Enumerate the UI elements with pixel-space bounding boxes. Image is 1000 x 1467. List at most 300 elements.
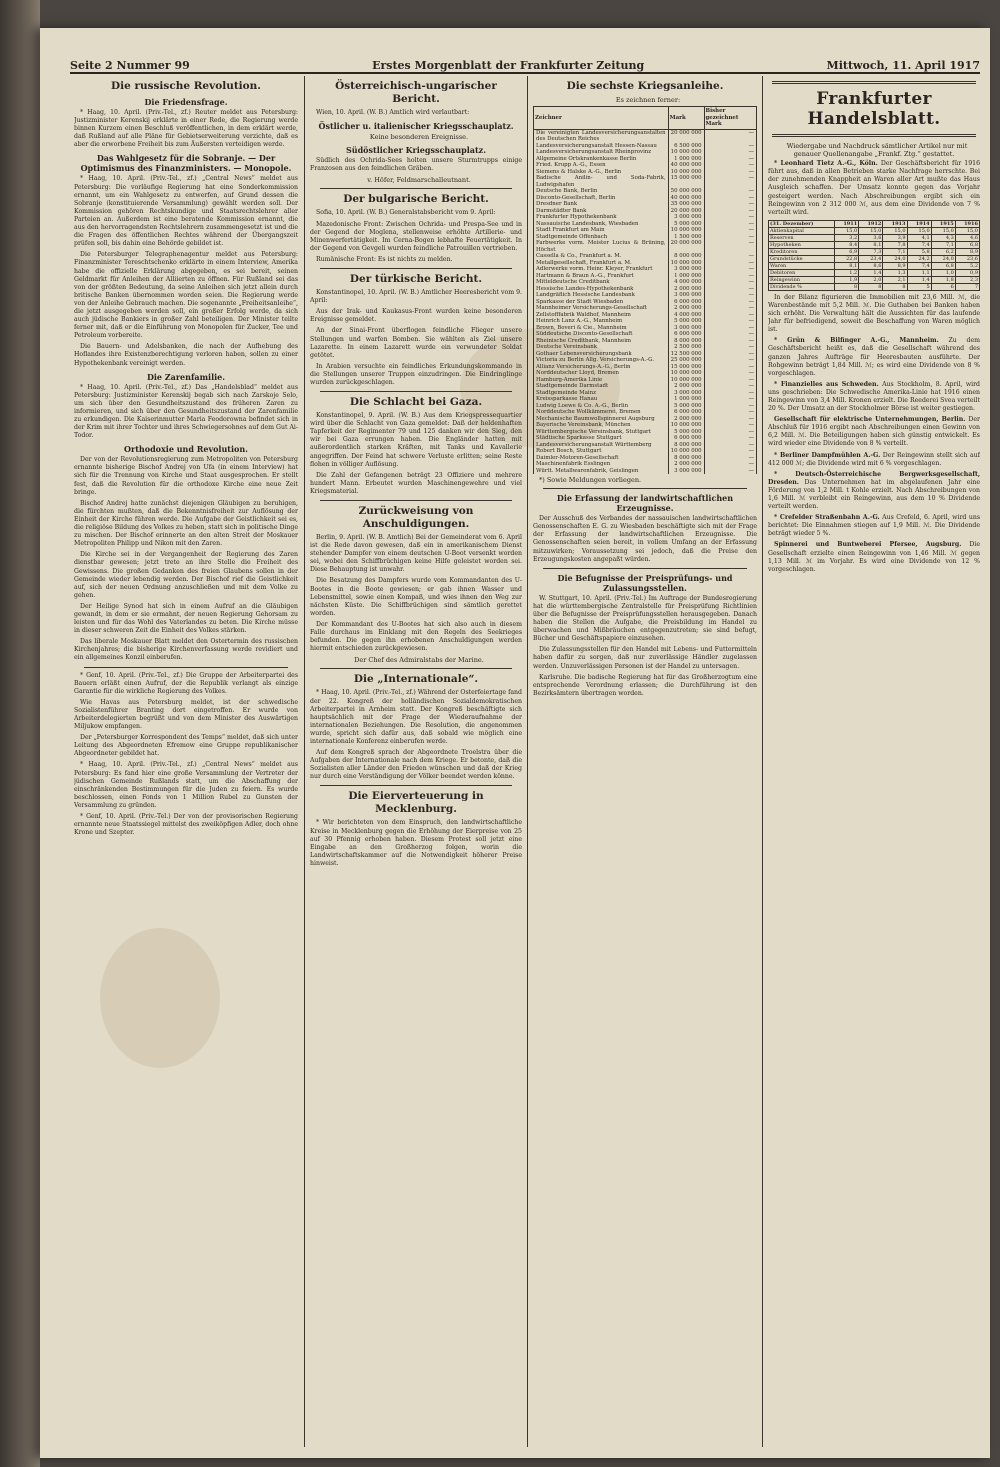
amount-cell: 3 000 000 bbox=[668, 266, 704, 273]
amount-cell: 5 000 000 bbox=[668, 221, 704, 228]
amount-cell: — bbox=[704, 338, 756, 345]
amount-cell: — bbox=[704, 429, 756, 436]
value-cell: 8,9 bbox=[955, 248, 979, 255]
subscriber-cell: Heinrich Lanz A.-G., Mannheim bbox=[534, 318, 669, 325]
divider bbox=[320, 500, 512, 501]
amount-cell: — bbox=[704, 416, 756, 423]
value-cell: 5,2 bbox=[955, 262, 979, 269]
subscriber-cell: Mannheimer Versicherungs-Gesellschaft bbox=[534, 305, 669, 312]
divider bbox=[320, 391, 512, 392]
paragraph: Wie Havas aus Petersburg meldet, ist der schwedische Sozialistenführer Branting dort eingetroffen. Er wurde von Arbeiterdelegierten begrüßt und von dem Minister des Auswärtigen Miljukow empfangen. bbox=[74, 698, 298, 731]
amount-cell: — bbox=[704, 305, 756, 312]
paragraph: Der Geschäftsbericht für 1916 führt aus, daß in allen Betrieben starke Nachfrage herrschte. Bei der zunehmenden Knappheit an Waren aller Art mußte das Haus Ausgleich schaffen. Der Umsatz konnte gegen das Vorjahr gesteigert werden. Nach Abschreibungen ergibt sich ein Reingewinn von 2 312 000 ℳ, aus dem eine Dividende von 7 % verteilt wird. bbox=[768, 160, 980, 216]
row-label-cell: Dividende % bbox=[769, 283, 835, 290]
amount-cell: 3 000 000 bbox=[668, 325, 704, 332]
paragraph: Die Petersburger Telegraphenagentur meldet aus Petersburg: Finanzminister Tereschtschenko erklärte in einem Interview, Amerika habe die offizielle Erklärung abgegeben, es sei bereit, seinen Geldmarkt für Anleihen der Alliierten zu öffnen. Für Rußland sei das von der größten Bedeutung, da seine Anleihen sich jetzt allein durch britische Banken übernommen worden seien. Die Regierung werde von der Anleihe Gebrauch machen. Die sogenannte „Freiheitsanleihe“, die jetzt ausgegeben werden soll, ein großer Erfolg werde, da sich auch jüdische Bankiers in großer Zahl beteiligen. Der Minister teilte ferner mit, daß er die Einführung von Monopolen für Zucker, Tee und Petroleum vorbereite. bbox=[74, 251, 298, 340]
row-label-cell: Debitoren bbox=[769, 269, 835, 276]
subscriber-cell: Württ. Metallwarenfabrik, Geislingen bbox=[534, 468, 669, 475]
paragraph: Aus Stockholm, 8. April, wird uns geschrieben: Die Schwedische Amerika-Linie hat 1916 einen Reingewinn von 3,4 Mill. Kronen erzielt. Die Reederei Svea verteilt 20 %. Der Umsatz an der Stockholmer Börse ist weiter gestiegen. bbox=[768, 380, 980, 413]
value-cell: 7 bbox=[955, 283, 979, 290]
amount-cell: 1 000 000 bbox=[668, 273, 704, 280]
subscriber-cell: Stadtgemeinde Offenbach bbox=[534, 234, 669, 241]
row-label-cell: Kreditoren bbox=[769, 248, 835, 255]
amount-cell: — bbox=[704, 279, 756, 286]
value-cell: 2,1 bbox=[883, 276, 907, 283]
subscriber-cell: Dresdner Bank bbox=[534, 201, 669, 208]
paragraph: Keine besonderen Ereignisse. bbox=[369, 133, 469, 142]
subscriber-cell: Hessische Landes-Hypothekenbank bbox=[534, 286, 669, 293]
value-cell: 1,2 bbox=[835, 269, 859, 276]
subscriber-cell: Deutsche Vereinsbank bbox=[534, 344, 669, 351]
paragraph: Zu dem Geschäftsbericht heißt es, daß die Gesellschaft während des ganzen Jahres Aufträge für Heeresbauten ausführte. Der Rohgewinn beträgt 1,84 Mill. ℳ; es wird eine Dividende von 8 % vorgeschlagen. bbox=[768, 337, 980, 377]
row-label-cell: Aktienkapital bbox=[769, 227, 835, 234]
value-cell: 2,0 bbox=[859, 276, 883, 283]
company-name: * Grün & Bilfinger A.-G., Mannheim. bbox=[774, 337, 939, 345]
value-cell: 8 bbox=[883, 283, 907, 290]
notice: Wiedergabe und Nachdruck sämtlicher Artikel nur mit genauer Quellenangabe „Frankf. Ztg.“ gestattet. bbox=[786, 142, 968, 159]
subscriber-cell: Cassella & Co., Frankfurt a. M. bbox=[534, 253, 669, 260]
amount-cell: 10 000 000 bbox=[668, 422, 704, 429]
amount-cell: 20 000 000 bbox=[668, 208, 704, 215]
value-cell: 8,4 bbox=[835, 241, 859, 248]
amount-cell: — bbox=[704, 214, 756, 221]
paragraph: Die Zahl der Gefangenen beträgt 23 Offiziere und mehrere hundert Mann. Erbeutet wurden Maschinengewehre und viel Kriegsmaterial. bbox=[310, 471, 522, 495]
paragraph: W. Stuttgart, 10. April. (Priv.-Tel.) Im Auftrage der Bundesregierung hat die württembergische Zentralstelle für Preisprüfung Richtlinien über die Befugnisse der Preisprüfungsstellen herausgegeben. Danach haben die Stellen die Aufgabe, die Preisbildung im Handel zu überwachen und Mißbräuchen entgegenzutreten; sie sind befugt, Bücher und Geschäftspapiere einzusehen. bbox=[533, 594, 757, 643]
section-heading: Die Zarenfamilie. bbox=[146, 371, 226, 382]
amount-cell: — bbox=[704, 312, 756, 319]
paragraph: Konstantinopel, 9. April. (W. B.) Aus dem Kriegspressequartier wird über die Schlacht von Gaza gemeldet: Daß der heldenhaften Tapferkeit der Regimenter 79 und 125 danken wir den Sieg, den wir bei Gaza errungen haben. Die Engländer hatten mit außerordentlich starken Kräften, mit Tanks und Kavallerie angegriffen. Der Feind hat schwere Verluste erlitten; seine Reste flohen in völliger Auflösung. bbox=[310, 412, 522, 468]
amount-cell: — bbox=[704, 260, 756, 267]
amount-cell: 6 000 000 bbox=[668, 435, 704, 442]
header-center: Erstes Morgenblatt der Frankfurter Zeitung bbox=[372, 59, 645, 72]
article-title: Die sechste Kriegsanleihe. bbox=[566, 80, 724, 92]
column-rule bbox=[527, 76, 528, 1447]
amount-cell: — bbox=[704, 351, 756, 358]
amount-cell: — bbox=[704, 344, 756, 351]
paragraph: Rumänische Front: Es ist nichts zu melden. bbox=[316, 255, 453, 263]
paragraph: Wien, 10. April. (W. B.) Amtlich wird verlautbart: bbox=[316, 109, 470, 116]
subscriber-cell: Nassauische Landesbank, Wiesbaden bbox=[534, 221, 669, 228]
paragraph: * Haag, 10. April. (Priv.-Tel., zf.) „Central News“ meldet aus Petersburg: Es fand hier eine große Versammlung der Vertreter der jüdischen Gemeinde Rußlands statt, um die Abschaffung der einschränkenden Bestimmungen für die Juden zu feiern. Es wurde beschlossen, einen Fonds von 1 Million Rubel zu Gunsten der Versammlung zu gründen. bbox=[74, 761, 298, 809]
table-row bbox=[769, 248, 980, 255]
amount-cell: 50 000 000 bbox=[668, 188, 704, 195]
subscriber-cell: Adlerwerke vorm. Heinr. Kleyer, Frankfurt bbox=[534, 266, 669, 273]
amount-cell: — bbox=[704, 383, 756, 390]
paragraph: Der von der Revolutionsregierung zum Metropoliten von Petersburg ernannte bisherige Bischof Andrej von Ufa (in einem Interview) hat sich für die Trennung von Kirche und Staat ausgesprochen. Er stellt fest, daß die Revolution für die orthodoxe Kirche eine neue Zeit bringe. bbox=[74, 456, 298, 496]
row-label-cell: Reserven bbox=[769, 234, 835, 241]
subscriber-cell: Norddeutscher Lloyd, Bremen bbox=[534, 370, 669, 377]
amount-cell: — bbox=[704, 455, 756, 462]
subscriber-cell: Allgemeine Ortskrankenkasse Berlin bbox=[534, 156, 669, 163]
amount-cell: 20 000 000 bbox=[668, 129, 704, 143]
amount-cell: — bbox=[704, 201, 756, 208]
paragraph: In der Bilanz figurieren die Immobilien mit 23,6 Mill. ℳ, die Warenbestände mit 5,2 Mill. ℳ. Die Guthaben bei Banken haben sich erhöht. Die Verwaltung hält die Aussichten für das laufende Jahr für befriedigend, soweit die Beschaffung von Waren möglich ist. bbox=[768, 293, 980, 334]
value-cell: 15,0 bbox=[931, 227, 955, 234]
column-rule bbox=[304, 76, 305, 1447]
table-row bbox=[769, 234, 980, 241]
value-cell: 15,0 bbox=[835, 227, 859, 234]
value-cell: 7,4 bbox=[907, 241, 931, 248]
subscriber-cell: Farbwerke vorm. Meister Lucius & Brüning, Höchst bbox=[534, 240, 669, 253]
value-cell: 22,8 bbox=[835, 255, 859, 262]
column-header: Bisher gezeichnet Mark bbox=[704, 107, 756, 130]
amount-cell: 15 000 000 bbox=[668, 175, 704, 188]
subscriber-cell: Daimler-Motoren-Gesellschaft bbox=[534, 455, 669, 462]
article-title: Zurückweisung von Anschuldigungen. bbox=[358, 505, 474, 530]
amount-cell: — bbox=[704, 253, 756, 260]
header-left: Seite 2 Nummer 99 bbox=[70, 59, 190, 72]
paragraph: * Haag, 10. April. (Priv.-Tel., zf.) Reuter meldet aus Petersburg: Justizminister Kerenskij erklärte in einer Rede, die Regierung werde binnen Kurzem einen Beschluß veröffentlichen, in dem erklärt werde, daß Rußland auf alle Pläne für Gebietserweiterung verzichte, daß es aber die erworbene Freiheit bis zum Äußersten verteidigen werde. bbox=[74, 109, 298, 149]
subscriber-cell: Gothaer Lebensversicherungsbank bbox=[534, 351, 669, 358]
value-cell: 3,6 bbox=[859, 234, 883, 241]
amount-cell: 40 000 000 bbox=[668, 195, 704, 202]
section-heading: Die Friedensfrage. bbox=[144, 97, 228, 107]
column-header: 1911 bbox=[835, 220, 859, 227]
amount-cell: 5 000 000 bbox=[668, 403, 704, 410]
divider bbox=[772, 134, 976, 137]
company-name: * Leonhard Tietz A.-G., Köln. bbox=[774, 160, 878, 168]
amount-cell: — bbox=[704, 156, 756, 163]
paragraph: Aus Crefeld, 6. April, wird uns berichtet: Die Einnahmen stiegen auf 1,9 Mill. ℳ. Die Dividende beträgt wieder 5 %. bbox=[768, 514, 980, 538]
amount-cell: 10 000 000 bbox=[668, 149, 704, 156]
amount-cell: 2 000 000 bbox=[668, 383, 704, 390]
subscriber-cell: Frankfurter Hypothekenbank bbox=[534, 214, 669, 221]
amount-cell: — bbox=[704, 129, 756, 143]
amount-cell: — bbox=[704, 221, 756, 228]
table-body bbox=[769, 227, 980, 290]
amount-cell: — bbox=[704, 325, 756, 332]
column-russian-revolution bbox=[74, 76, 298, 1449]
amount-cell: — bbox=[704, 169, 756, 176]
subscriber-cell: Allianz Versicherungs-A.-G., Berlin bbox=[534, 364, 669, 371]
subscriber-cell: Ludwig Loewe & Co. A.-G., Berlin bbox=[534, 403, 669, 410]
amount-cell: — bbox=[704, 208, 756, 215]
value-cell: 7,8 bbox=[883, 241, 907, 248]
paragraph: Bischof Andrej hatte zunächst diejenigen Gläubigen zu beruhigen, die fürchten mußten, daß die Bekenntnisfreiheit zur Auflösung der Einheit der Kirche führen werde. Die Aufgabe der Geistlichkeit sei es, die religiöse Bildung des Volkes zu heben, statt sich in politische Dinge zu mischen. Der Bischof erinnerte an den alten Streit der Moskauer Metropoliten Philipp und Nikon mit den Zaren. bbox=[74, 499, 298, 548]
amount-cell: — bbox=[704, 442, 756, 449]
value-cell: 15,0 bbox=[883, 227, 907, 234]
amount-cell: 25 000 000 bbox=[668, 357, 704, 364]
amount-cell: 8 000 000 bbox=[668, 338, 704, 345]
value-cell: 8,6 bbox=[859, 262, 883, 269]
paragraph: Das Unternehmen hat im abgelaufenen Jahr eine Förderung von 1,2 Mill. t Kohle erzielt. Nach Abschreibungen von 1,6 Mill. ℳ verbleibt ein Reingewinn, aus dem 10 % Dividende verteilt werden. bbox=[768, 478, 980, 511]
amount-cell: 1 000 000 bbox=[668, 156, 704, 163]
value-cell: 8,1 bbox=[835, 262, 859, 269]
section-heading: Das Wahlgesetz für die Sobranje. — Der Optimismus des Finanzministers. — Monopole. bbox=[80, 153, 292, 174]
subscriber-cell: Darmstädter Bank bbox=[534, 208, 669, 215]
amount-cell: — bbox=[704, 422, 756, 429]
paragraph: * Wir berichteten von dem Einspruch, den landwirtschaftliche Kreise in Mecklenburg gegen die Erhöhung der Eierpreise von 25 auf 30 Pfennig erhoben haben. Diesem Protest soll jetzt eine Eingabe an den Großherzog folgen, worin die Landwirtschaftskammer auf die Notwendigkeit höherer Preise hinweist. bbox=[310, 819, 522, 867]
paragraph: Der Reingewinn stellt sich auf 412 000 ℳ; die Dividende wird mit 6 % vorgeschlagen. bbox=[768, 451, 980, 467]
value-cell: 3,2 bbox=[835, 234, 859, 241]
value-cell: 24,2 bbox=[907, 255, 931, 262]
table-row bbox=[534, 175, 757, 188]
table-row bbox=[534, 129, 757, 143]
company-name: Gesellschaft für elektrische Unternehmungen, Berlin. bbox=[774, 416, 966, 424]
subscriber-cell: Maschinenfabrik Esslingen bbox=[534, 461, 669, 468]
amount-cell: 4 000 000 bbox=[668, 279, 704, 286]
subscriber-cell: Württembergische Vereinsbank, Stuttgart bbox=[534, 429, 669, 436]
value-cell: 8 bbox=[835, 283, 859, 290]
table-row bbox=[769, 241, 980, 248]
subscription-table bbox=[533, 106, 757, 474]
amount-cell: — bbox=[704, 227, 756, 234]
amount-cell: — bbox=[704, 318, 756, 325]
paragraph: Der Ausschuß des Verbandes der nassauischen landwirtschaftlichen Genossenschaften E. G. zu Wiesbaden beschäftigte sich mit der Frage der Erfassung der landwirtschaftlichen Erzeugnisse. Die Genossenschaften seien bereit, in vollem Umfang an der Erfassung mitzuwirken; Voraussetzung sei jedoch, daß die Preise den Erzeugungskosten angepaßt würden. bbox=[533, 515, 757, 563]
subscriber-cell: Mitteldeutsche Creditbank bbox=[534, 279, 669, 286]
amount-cell: 15 000 000 bbox=[668, 364, 704, 371]
subscriber-cell: Victoria zu Berlin Allg. Versicherungs-A.-G. bbox=[534, 357, 669, 364]
page-header bbox=[70, 50, 980, 74]
value-cell: 24,0 bbox=[883, 255, 907, 262]
value-cell: 7,3 bbox=[859, 248, 883, 255]
value-cell: 7,1 bbox=[931, 241, 955, 248]
amount-cell: — bbox=[704, 273, 756, 280]
value-cell: 6,2 bbox=[931, 248, 955, 255]
paragraph: Die Bauern- und Adelsbanken, die nach der Aufhebung des Hoflandes ihre Existenzberechtigung verloren haben, sollen zu einer Hypothekenbank vereinigt werden. bbox=[74, 343, 298, 367]
value-cell: 1,9 bbox=[835, 276, 859, 283]
section-heading: Südöstlicher Kriegsschauplatz. bbox=[345, 145, 486, 156]
subscriber-cell: Stadt Frankfurt am Main bbox=[534, 227, 669, 234]
amount-cell: 10 000 000 bbox=[668, 227, 704, 234]
paragraph: Der Abschluß für 1916 ergibt nach Abschreibungen einen Gewinn von 6,2 Mill. ℳ. Die Beteiligungen haben sich günstig entwickelt. Es wird wieder eine Dividende von 8 % verteilt. bbox=[768, 416, 980, 448]
paragraph: * Haag, 10. April. (Priv.-Tel., zf.) Das „Handelsblad“ meldet aus Petersburg: Justizminister Kerenskij begab sich nach Zarskoje Selo, um sich über den Gesundheitszustand des früheren Zaren zu informieren, und sich über den Gesundheitszustand der Zarenfamilie zu erkundigen. Die Kaiserinmutter Maria Feodorowna befindet sich in der Krim mit ihrer Tochter und ihres Schwiegersohnes auf dem Gut Ai-Todor. bbox=[74, 383, 298, 440]
amount-cell: — bbox=[704, 162, 756, 169]
column-header: Mark bbox=[668, 107, 704, 130]
paragraph: Südlich des Ochrida-Sees holten unsere Sturmtrupps einige Franzosen aus den feindlichen Gräben. bbox=[310, 157, 522, 173]
amount-cell: 6 000 000 bbox=[668, 409, 704, 416]
column-war-loan bbox=[533, 76, 757, 1449]
divider bbox=[84, 667, 288, 668]
amount-cell: — bbox=[704, 468, 756, 475]
amount-cell: — bbox=[704, 149, 756, 156]
amount-cell: — bbox=[704, 435, 756, 442]
subscriber-cell: Städtische Sparkasse Stuttgart bbox=[534, 435, 669, 442]
row-label-cell: Hypotheken bbox=[769, 241, 835, 248]
amount-cell: 3 000 000 bbox=[668, 390, 704, 397]
amount-cell: 1 000 000 bbox=[668, 396, 704, 403]
section-heading: Östlicher u. italienischer Kriegsschauplatz. bbox=[318, 121, 514, 132]
value-cell: 4,1 bbox=[907, 234, 931, 241]
value-cell: 7,1 bbox=[883, 248, 907, 255]
column-header: 1913 bbox=[883, 220, 907, 227]
subscriber-cell: Bayerische Vereinsbank, München bbox=[534, 422, 669, 429]
article-title: Die Eierverteuerung in Mecklenburg. bbox=[348, 790, 484, 816]
article-title: Österreichisch-ungarischer Bericht. bbox=[335, 80, 497, 105]
paragraph: * Genf, 10. April. (Priv.-Tel., zf.) Die Gruppe der Arbeiterpartei des Bauern erläßt einen Aufruf, der die Republik verlangt als einzige Garantie für die wirkliche Regierung des Volkes. bbox=[74, 671, 298, 695]
amount-cell: — bbox=[704, 331, 756, 338]
amount-cell: 20 000 000 bbox=[668, 240, 704, 253]
value-cell: 24,0 bbox=[931, 255, 955, 262]
subscriber-cell: Landesversicherungsanstalt Rheinprovinz bbox=[534, 149, 669, 156]
amount-cell: — bbox=[704, 377, 756, 384]
amount-cell: — bbox=[704, 286, 756, 293]
subscriber-cell: Süddeutsche Disconto-Gesellschaft bbox=[534, 331, 669, 338]
subscriber-cell: Stadtgemeinde Mainz bbox=[534, 390, 669, 397]
subscriber-cell: Robert Bosch, Stuttgart bbox=[534, 448, 669, 455]
table-row bbox=[769, 227, 980, 234]
table-body bbox=[534, 129, 757, 474]
amount-cell: 6 000 000 bbox=[668, 331, 704, 338]
amount-cell: 10 000 000 bbox=[668, 169, 704, 176]
subscriber-cell: Metallgesellschaft, Frankfurt a. M. bbox=[534, 260, 669, 267]
value-cell: 8 bbox=[859, 283, 883, 290]
divider bbox=[543, 488, 747, 489]
subscriber-cell: Mechanische Baumwollspinnerei Augsburg bbox=[534, 416, 669, 423]
value-cell: 5,8 bbox=[907, 248, 931, 255]
paragraph: In Arabien versuchte ein feindliches Erkundungskommando in die Stellungen unserer Truppen einzudringen. Die Eindringlinge wurden zurückgeschlagen. bbox=[310, 362, 522, 386]
value-cell: 6,8 bbox=[931, 262, 955, 269]
company-name: * Deutsch-Österreichische Bergwerksgesellschaft, Dresden. bbox=[768, 470, 980, 486]
amount-cell: — bbox=[704, 448, 756, 455]
value-cell: 3,9 bbox=[883, 234, 907, 241]
amount-cell: — bbox=[704, 175, 756, 188]
amount-cell: 10 000 000 bbox=[668, 448, 704, 455]
amount-cell: 2 000 000 bbox=[668, 286, 704, 293]
amount-cell: 8 000 000 bbox=[668, 455, 704, 462]
signature: Der Chef des Admiralstabs der Marine. bbox=[354, 656, 484, 665]
column-header: 1916 bbox=[955, 220, 979, 227]
subscriber-cell: Landesversicherungsanstalt Württemberg bbox=[534, 442, 669, 449]
column-header: 1915 bbox=[931, 220, 955, 227]
amount-cell: — bbox=[704, 403, 756, 410]
value-cell: 7,4 bbox=[907, 262, 931, 269]
paragraph: * Genf, 10. April. (Priv.-Tel.) Der von der provisorischen Regierung ernannte neue Staatssiegel mittelst des zweiköpfigen Adler, doch ohne Krone und Szepter. bbox=[74, 813, 298, 837]
amount-cell: 3 000 000 bbox=[668, 468, 704, 475]
paragraph: Mazedonische Front: Zwischen Ochrida- und Prespa-See und in der Gegend der Moglena, stellenweise erhöhte Artillerie- und Minenwerfertätigkeit. Im Cerna-Bogen lebhafte Feuertätigkeit. In der Gegend von Gevgeli wurden feindliche Patrouillen vertrieben. bbox=[310, 220, 522, 252]
amount-cell: 2 500 000 bbox=[668, 344, 704, 351]
row-label-cell: Grundstücke bbox=[769, 255, 835, 262]
table-row bbox=[769, 283, 980, 290]
divider bbox=[320, 668, 512, 669]
subscriber-cell: Brown, Boveri & Cie., Mannheim bbox=[534, 325, 669, 332]
paragraph: Der Kommandant des U-Bootes hat sich also auch in diesem Falle durchaus im Einklang mit den Regeln des Seekrieges befunden. Die gegen ihn erhobenen Anschuldigungen werden hiermit entschieden zurückgewiesen. bbox=[310, 620, 522, 653]
amount-cell: 5 000 000 bbox=[668, 318, 704, 325]
amount-cell: 5 000 000 bbox=[668, 429, 704, 436]
row-label-cell: Waren bbox=[769, 262, 835, 269]
amount-cell: 10 000 000 bbox=[668, 370, 704, 377]
table-row bbox=[769, 276, 980, 283]
divider bbox=[320, 268, 512, 269]
column-header: Zeichner bbox=[534, 107, 669, 130]
column-header: (31. Dezember) bbox=[769, 220, 835, 227]
amount-cell: — bbox=[704, 266, 756, 273]
amount-cell: 2 000 000 bbox=[668, 305, 704, 312]
value-cell: 1,3 bbox=[883, 269, 907, 276]
article-title: Die „Internationale“. bbox=[353, 673, 479, 686]
book-binding bbox=[0, 0, 40, 1467]
amount-cell: 6 500 000 bbox=[668, 143, 704, 150]
table-row bbox=[769, 255, 980, 262]
table-row bbox=[769, 262, 980, 269]
subscriber-cell: Sparkasse der Stadt Wiesbaden bbox=[534, 299, 669, 306]
amount-cell: 8 000 000 bbox=[668, 442, 704, 449]
paragraph: Das liberale Moskauer Blatt meldet den Ostertermin des russischen Kirchenjahres; die bisherige Kirchenverfassung werde revidiert und ein allgemeines Konzil einberufen. bbox=[74, 638, 298, 662]
company-name: Spinnerei und Buntweberei Pfersee, Augsburg. bbox=[774, 541, 962, 549]
company-name: * Crefelder Straßenbahn A.-G. bbox=[774, 514, 880, 522]
article-title: Die russische Revolution. bbox=[111, 80, 261, 92]
divider bbox=[320, 188, 512, 189]
divider bbox=[772, 81, 976, 84]
amount-cell: — bbox=[704, 292, 756, 299]
paragraph: Karlsruhe. Die badische Regierung hat für das Großherzogtum eine entsprechende Verordnung erlassen; die Durchführung ist den Bezirksämtern übertragen worden. bbox=[533, 673, 757, 697]
subscriber-cell: Fried. Krupp A.-G., Essen bbox=[534, 162, 669, 169]
section-heading: Orthodoxie und Revolution. bbox=[124, 444, 248, 455]
row-label-cell: Reingewinn bbox=[769, 276, 835, 283]
company-name: * Berliner Dampfmühlen A.-G. bbox=[774, 451, 881, 459]
article-title: Der türkische Bericht. bbox=[349, 273, 483, 286]
amount-cell: — bbox=[704, 240, 756, 253]
amount-cell: — bbox=[704, 364, 756, 371]
amount-cell: — bbox=[704, 396, 756, 403]
subscriber-cell: Hartmann & Braun A.-G., Frankfurt bbox=[534, 273, 669, 280]
table-row bbox=[534, 240, 757, 253]
divider bbox=[320, 785, 512, 786]
amount-cell: 2 000 000 bbox=[668, 461, 704, 468]
table-header-row bbox=[769, 220, 980, 227]
article-title: Die Schlacht bei Gaza. bbox=[349, 396, 483, 409]
value-cell: 1,8 bbox=[931, 276, 955, 283]
column-war-reports bbox=[310, 76, 522, 1449]
signature: v. Höfer, Feldmarschalleutnant. bbox=[367, 176, 471, 185]
amount-cell: — bbox=[704, 390, 756, 397]
subscriber-cell: Stadtgemeinde Darmstadt bbox=[534, 383, 669, 390]
value-cell: 1,1 bbox=[907, 269, 931, 276]
subscriber-cell: Kreissparkasse Hanau bbox=[534, 396, 669, 403]
column-handelsblatt bbox=[768, 76, 980, 1449]
amount-cell: 6 000 000 bbox=[668, 299, 704, 306]
amount-cell: 3 000 000 bbox=[668, 214, 704, 221]
paragraph: Die Gesellschaft erzielte einen Reingewinn von 1,46 Mill. ℳ gegen 1,13 Mill. ℳ im Vorjahr. Es wird eine Dividende von 12 % vorgeschlagen. bbox=[768, 541, 980, 573]
value-cell: 4,6 bbox=[955, 234, 979, 241]
article-title: Die Befugnisse der Preisprüfungs- und Zulassungsstellen. bbox=[557, 572, 733, 593]
paragraph: Sofia, 10. April. (W. B.) Generalstabsbericht vom 9. April: bbox=[316, 209, 496, 217]
amount-cell: — bbox=[704, 299, 756, 306]
amount-cell: — bbox=[704, 234, 756, 241]
amount-cell: 35 000 000 bbox=[668, 201, 704, 208]
amount-cell: 4 000 000 bbox=[668, 312, 704, 319]
amount-cell: 2 000 000 bbox=[668, 416, 704, 423]
amount-cell: — bbox=[704, 461, 756, 468]
column-rule bbox=[762, 76, 763, 1447]
section-title: Frankfurter Handelsblatt. bbox=[807, 89, 941, 129]
amount-cell: — bbox=[704, 370, 756, 377]
subscriber-cell: Die vereinigten Landesversicherungsanstalten des Deutschen Reiches bbox=[534, 129, 669, 143]
paragraph: * Haag, 10. April. (Priv.-Tel., zf.) „Central News“ meldet aus Petersburg: Die vorläufige Regierung hat eine Sonderkommission ernannt, um ein Wahlgesetz zu entwerfen, auf Grund dessen die Sobranje (konstituierende Versammlung) gewählt werden soll. Der Kommission gehören Rechtskundige und Staatsrechtslehrer aller Parteien an. Außerdem ist eine beratende Kommission ernannt, die aus den hervorragendsten Rechtslehrern zusammengesetzt ist und die die Fragen des öffentlichen Rechtes während der Übergangszeit prüfen soll, bis dahin eine Behörde gebildet ist. bbox=[74, 175, 298, 248]
amount-cell: 10 000 000 bbox=[668, 260, 704, 267]
balance-table bbox=[768, 220, 980, 291]
subtitle: Es zeichnen ferner: bbox=[615, 96, 681, 104]
value-cell: 15,0 bbox=[955, 227, 979, 234]
paragraph: Auf dem Kongreß sprach der Abgeordnete Troelstra über die Aufgaben der Internationale nach dem Kriege. Er betonte, daß die Sozialisten aller Länder den Frieden wünschen und daß der Krieg nur durch eine Verständigung der Völker beendet werden könne. bbox=[310, 749, 522, 781]
amount-cell: — bbox=[704, 409, 756, 416]
column-header: 1912 bbox=[859, 220, 883, 227]
table-row bbox=[769, 269, 980, 276]
divider bbox=[543, 568, 747, 569]
value-cell: 23,4 bbox=[859, 255, 883, 262]
amount-cell: 8 000 000 bbox=[668, 253, 704, 260]
value-cell: 6 bbox=[931, 283, 955, 290]
value-cell: 4,3 bbox=[931, 234, 955, 241]
subscriber-cell: Rheinische Creditbank, Mannheim bbox=[534, 338, 669, 345]
subscriber-cell: Landgräflich Hessische Landesbank bbox=[534, 292, 669, 299]
amount-cell: 3 000 000 bbox=[668, 292, 704, 299]
paragraph: Der „Petersburger Korrespondent des Temps“ meldet, daß sich unter Leitung des Abgeordneten Efremow eine Gruppe republikanischer Abgeordneter gebildet hat. bbox=[74, 734, 298, 758]
subscriber-cell: Zellstofffabrik Waldhof, Mannheim bbox=[534, 312, 669, 319]
amount-cell: — bbox=[704, 143, 756, 150]
footnote: *) Sowie Meldungen vorliegen. bbox=[539, 476, 642, 485]
value-cell: 1,4 bbox=[859, 269, 883, 276]
